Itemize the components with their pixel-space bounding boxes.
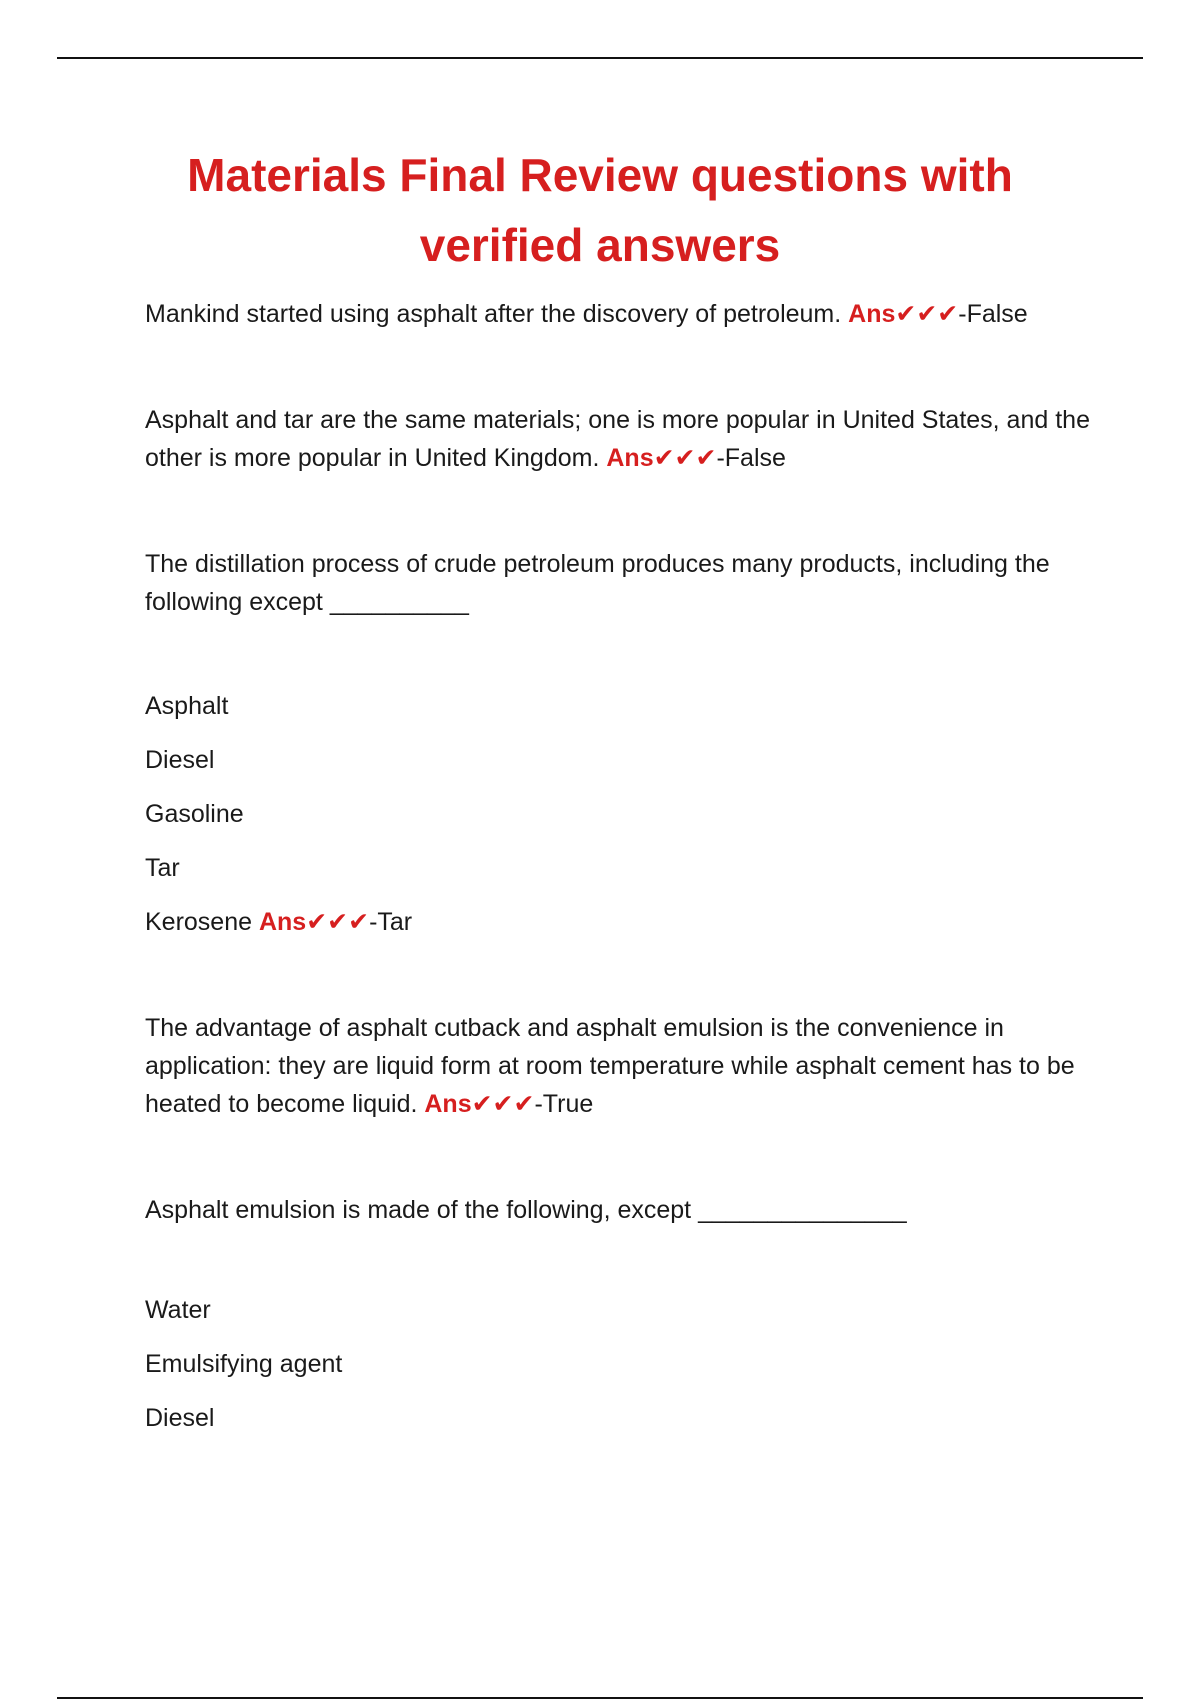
header-rule (57, 57, 1143, 59)
footer-rule (57, 1697, 1143, 1699)
question-2 (145, 401, 1100, 477)
option-item: Tar (145, 854, 180, 882)
document-title: Materials Final Review questions with verified answers (187, 149, 1013, 271)
question-3-options (145, 687, 1100, 941)
question-text: The distillation process of crude petroleum produces many products, including the following except __________ (145, 550, 1050, 616)
question-5 (145, 1191, 1100, 1229)
question-text: Asphalt and tar are the same materials; one is more popular in United States, and the other is more popular in United Kingdom. (145, 406, 1090, 472)
question-text: The advantage of asphalt cutback and asphalt emulsion is the convenience in application: they are liquid form at room temperature while asphalt cement has to be heated to become liquid. (145, 1014, 1075, 1118)
question-text: Mankind started using asphalt after the discovery of petroleum. (145, 300, 842, 328)
answer-value: -False (958, 300, 1028, 328)
answer-marker: Ans✔✔✔ (606, 444, 717, 472)
question-4 (145, 1009, 1100, 1123)
option-item: Diesel (145, 1404, 215, 1432)
option-item: Gasoline (145, 800, 244, 828)
option-text: Kerosene (145, 908, 253, 936)
answer-value: -True (534, 1090, 594, 1118)
option-item: Diesel (145, 746, 215, 774)
answer-value: -Tar (369, 908, 413, 936)
question-1 (145, 295, 1100, 333)
option-item: Asphalt (145, 692, 229, 720)
question-3 (145, 545, 1100, 621)
option-item: Emulsifying agent (145, 1350, 343, 1378)
question-5-options (145, 1291, 1100, 1437)
option-item-with-answer (145, 903, 1100, 941)
answer-marker: Ans✔✔✔ (424, 1090, 535, 1118)
document-body (145, 295, 1100, 1453)
question-text: Asphalt emulsion is made of the following, except _______________ (145, 1196, 907, 1224)
answer-marker: Ans✔✔✔ (258, 908, 370, 936)
answer-marker: Ans✔✔✔ (848, 300, 959, 328)
option-item: Water (145, 1296, 211, 1324)
answer-value: -False (716, 444, 786, 472)
